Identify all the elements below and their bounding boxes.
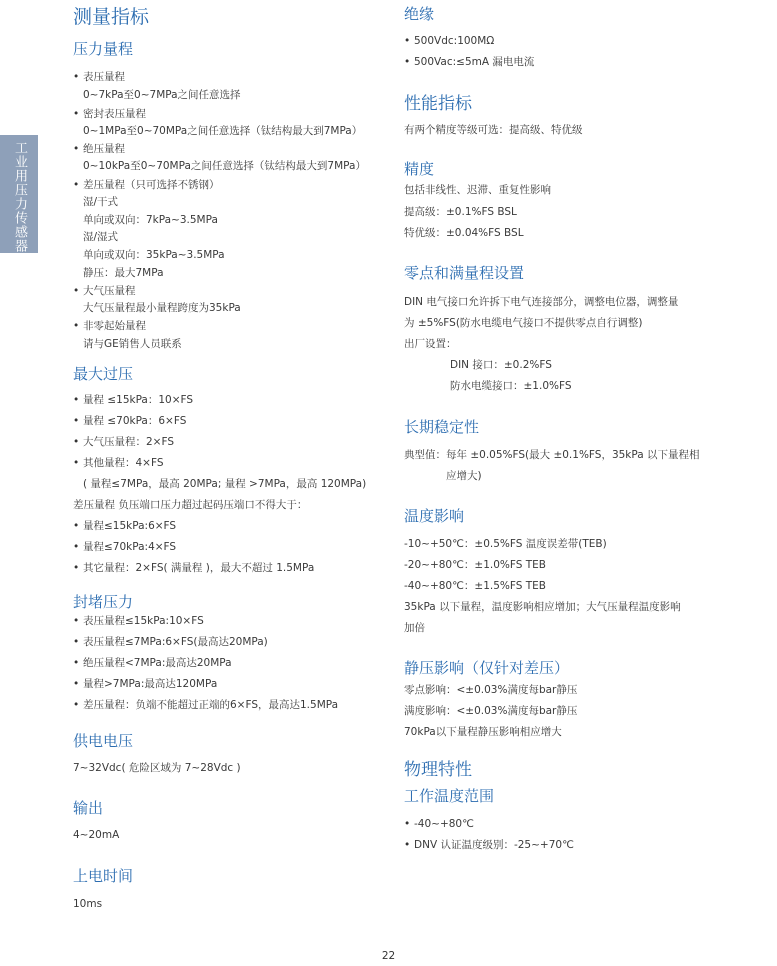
paragraph: 35kPa 以下量程，温度影响相应增加；大气压量程温度影响 bbox=[404, 601, 681, 613]
list-item: • 量程>7MPa:最高达120MPa bbox=[73, 677, 217, 691]
list-item-detail: 0~10kPa至0~70MPa之间任意选择（钛结构最大到7MPa） bbox=[83, 160, 366, 172]
list-item: • 差压量程（只可选择不锈钢） bbox=[73, 178, 220, 192]
paragraph: 包括非线性、迟滞、重复性影响 bbox=[404, 184, 551, 196]
list-item: • 500Vac:≤5mA 漏电电流 bbox=[404, 55, 534, 69]
heading-power-on-time: 上电时间 bbox=[73, 867, 134, 885]
list-item: • 大气压量程 bbox=[73, 284, 136, 298]
heading-pressure-range: 压力量程 bbox=[73, 40, 134, 58]
heading-output: 输出 bbox=[73, 799, 104, 817]
list-item: • 表压量程≤15kPa:10×FS bbox=[73, 614, 204, 628]
paragraph: 应增大) bbox=[446, 470, 482, 482]
paragraph: 加倍 bbox=[404, 622, 425, 634]
heading-operating-temperature: 工作温度范围 bbox=[404, 787, 495, 805]
list-item-detail: 静压：最大7MPa bbox=[83, 267, 164, 279]
list-item-detail: 0~1MPa至0~70MPa之间任意选择（钛结构最大到7MPa） bbox=[83, 125, 363, 137]
list-item: • 密封表压量程 bbox=[73, 107, 146, 121]
heading-zero-span: 零点和满量程设置 bbox=[404, 264, 525, 282]
paragraph: 70kPa以下量程静压影响相应增大 bbox=[404, 726, 562, 738]
side-tab-label: 工业用压力传感器 bbox=[12, 141, 27, 253]
list-item-detail: 湿/湿式 bbox=[83, 231, 119, 243]
paragraph: -40~+80℃：±1.5%FS TEB bbox=[404, 580, 546, 592]
heading-overpressure: 最大过压 bbox=[73, 365, 134, 383]
paragraph: 零点影响：<±0.03%满度每bar静压 bbox=[404, 684, 578, 696]
list-item: • 量程 ≤70kPa：6×FS bbox=[73, 414, 186, 428]
list-item: • 量程≤70kPa:4×FS bbox=[73, 540, 176, 554]
page-number: 22 bbox=[381, 950, 396, 962]
heading-temperature: 温度影响 bbox=[404, 507, 465, 525]
paragraph: 提高级：±0.1%FS BSL bbox=[404, 206, 517, 218]
list-item: • 非零起始量程 bbox=[73, 319, 146, 333]
heading-insulation: 绝缘 bbox=[404, 5, 435, 23]
list-item: • 量程≤15kPa:6×FS bbox=[73, 519, 176, 533]
list-item: • -40~+80℃ bbox=[404, 817, 474, 831]
list-item-detail: 0~7kPa至0~7MPa之间任意选择 bbox=[83, 89, 241, 101]
paragraph: -10~+50℃：±0.5%FS 温度误差带(TEB) bbox=[404, 538, 607, 550]
list-item-detail: ( 量程≤7MPa，最高 20MPa; 量程 >7MPa，最高 120MPa) bbox=[83, 478, 367, 490]
list-item: • 绝压量程 bbox=[73, 142, 125, 156]
heading-supply-voltage: 供电电压 bbox=[73, 732, 134, 750]
list-item: • 量程 ≤15kPa：10×FS bbox=[73, 393, 193, 407]
list-item-detail: 单向或双向：7kPa~3.5MPa bbox=[83, 214, 218, 226]
paragraph: 出厂设置： bbox=[404, 338, 457, 350]
heading-accuracy: 精度 bbox=[404, 160, 435, 178]
list-item-detail: 请与GE销售人员联系 bbox=[83, 338, 182, 350]
paragraph: -20~+80℃：±1.0%FS TEB bbox=[404, 559, 546, 571]
list-item: • DNV 认证温度级别：-25~+70℃ bbox=[404, 838, 574, 852]
list-item: • 500Vdc:100MΩ bbox=[404, 34, 494, 48]
list-item-detail: 大气压量程最小量程跨度为35kPa bbox=[83, 302, 241, 314]
heading-containment: 封堵压力 bbox=[73, 593, 134, 611]
paragraph: 满度影响：<±0.03%满度每bar静压 bbox=[404, 705, 578, 717]
heading-static-pressure: 静压影响（仅针对差压） bbox=[404, 659, 570, 677]
list-item: • 差压量程：负端不能超过正端的6×FS，最高达1.5MPa bbox=[73, 698, 338, 712]
list-item-detail: 单向或双向：35kPa~3.5MPa bbox=[83, 249, 225, 261]
paragraph: DIN 接口：±0.2%FS bbox=[450, 359, 552, 371]
list-item: • 表压量程 bbox=[73, 70, 125, 84]
list-item: • 表压量程≤7MPa:6×FS(最高达20MPa) bbox=[73, 635, 268, 649]
paragraph: 差压量程 负压端口压力超过起码压端口不得大于： bbox=[73, 499, 308, 511]
paragraph: DIN 电气接口允许拆下电气连接部分，调整电位器，调整量 bbox=[404, 296, 679, 308]
heading-physical: 物理特性 bbox=[404, 760, 472, 780]
paragraph: 为 ±5%FS(防水电缆电气接口不提供零点自行调整) bbox=[404, 317, 643, 329]
list-item: • 绝压量程<7MPa:最高达20MPa bbox=[73, 656, 232, 670]
power-on-time-value: 10ms bbox=[73, 898, 103, 910]
paragraph: 特优级：±0.04%FS BSL bbox=[404, 227, 524, 239]
list-item-detail: 湿/干式 bbox=[83, 196, 119, 208]
list-item: • 大气压量程：2×FS bbox=[73, 435, 174, 449]
side-tab bbox=[0, 135, 38, 253]
paragraph: 典型值：每年 ±0.05%FS(最大 ±0.1%FS，35kPa 以下量程相 bbox=[404, 449, 700, 461]
heading-performance: 性能指标 bbox=[404, 94, 472, 114]
paragraph: 防水电缆接口：±1.0%FS bbox=[450, 380, 572, 392]
list-item: • 其它量程：2×FS( 满量程 )，最大不超过 1.5MPa bbox=[73, 561, 314, 575]
supply-voltage-value: 7~32Vdc( 危险区域为 7~28Vdc ) bbox=[73, 762, 241, 774]
heading-stability: 长期稳定性 bbox=[404, 418, 480, 436]
list-item: • 其他量程：4×FS bbox=[73, 456, 164, 470]
output-value: 4~20mA bbox=[73, 829, 120, 841]
page-title: 测量指标 bbox=[73, 6, 150, 28]
performance-value: 有两个精度等级可选：提高级、特优级 bbox=[404, 124, 583, 136]
